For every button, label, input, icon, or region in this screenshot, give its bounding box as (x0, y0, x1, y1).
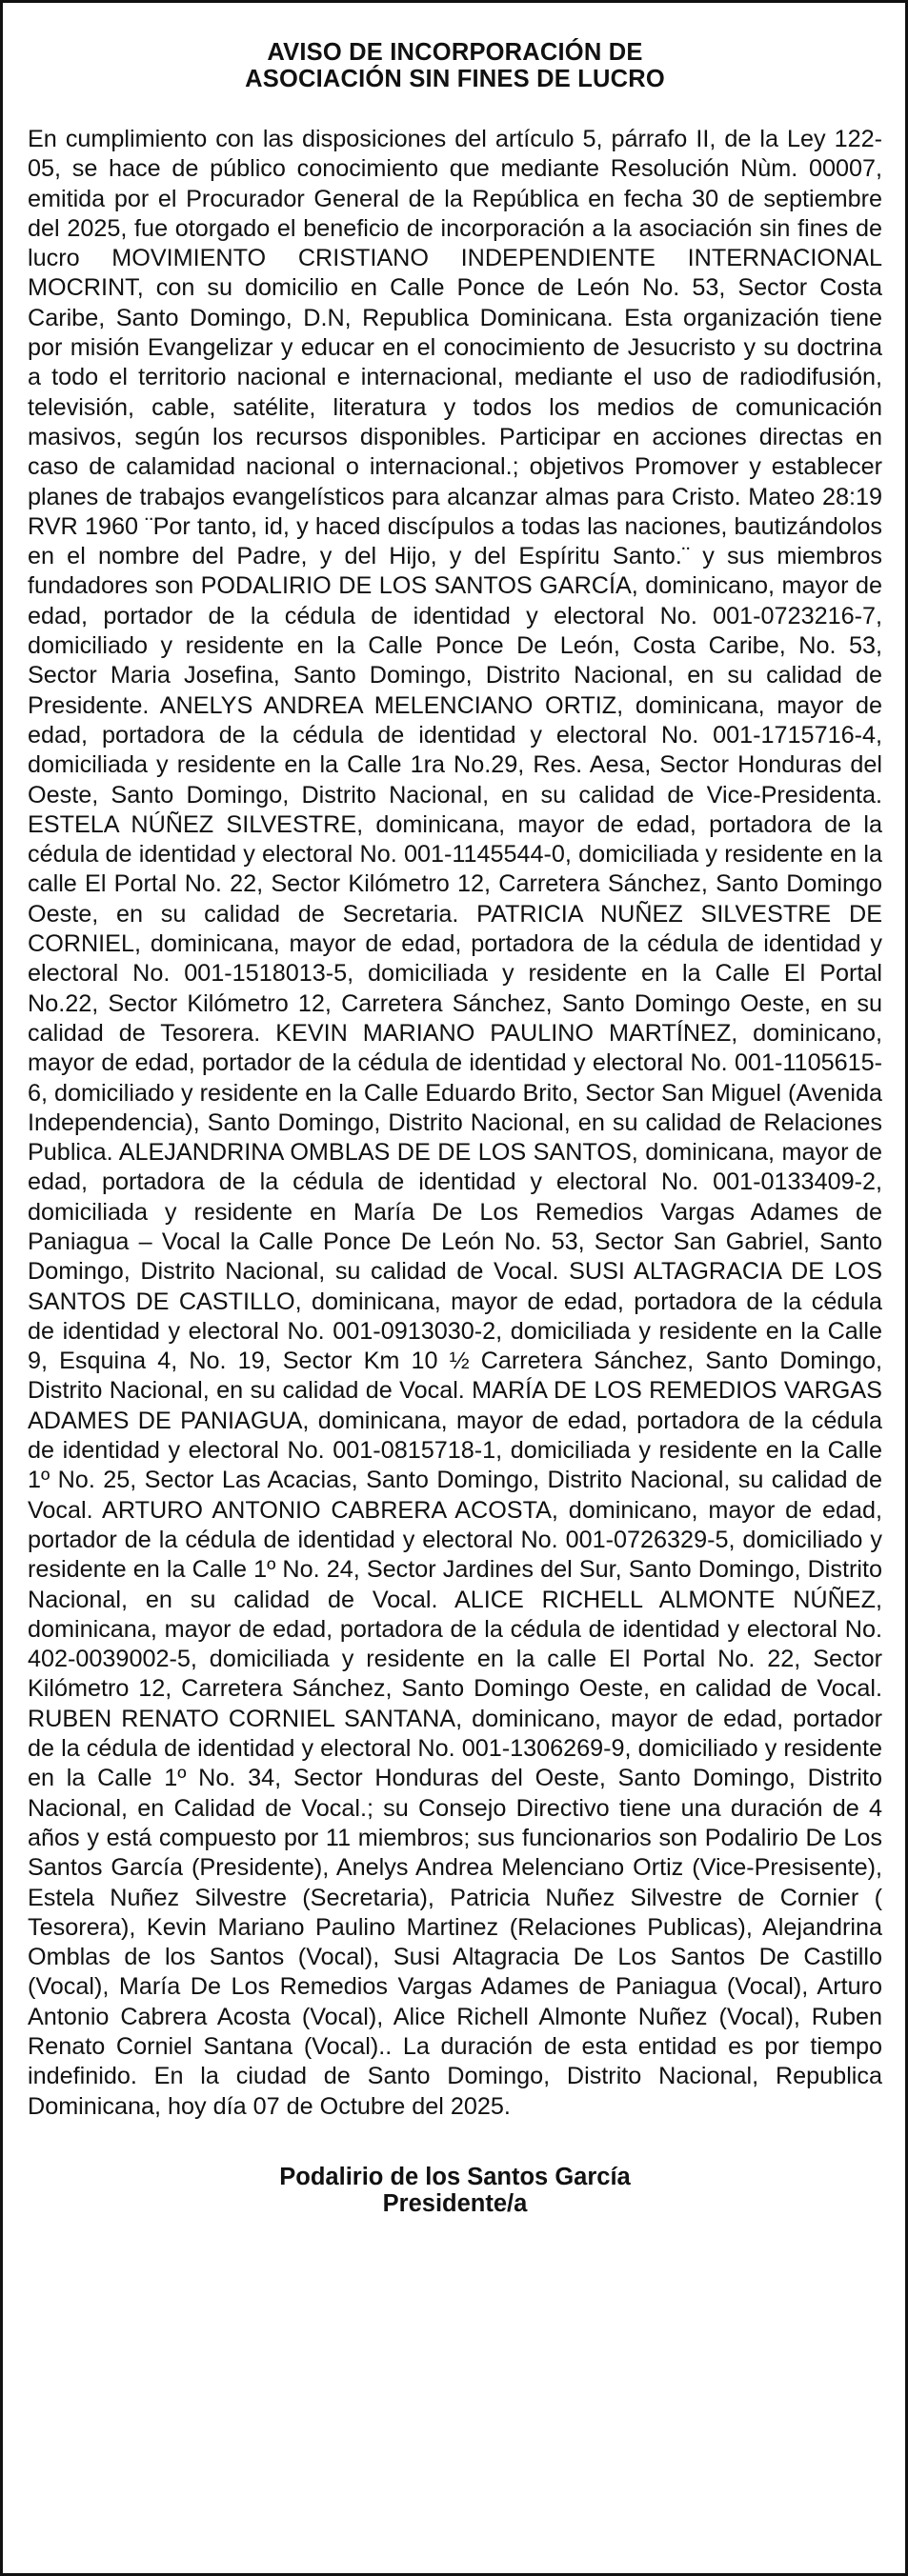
notice-title (28, 39, 882, 92)
notice-title-line-2: ASOCIACIÓN SIN FINES DE LUCRO (245, 66, 665, 92)
signature-title: Presidente/a (382, 2189, 528, 2217)
signature-name: Podalirio de los Santos García (279, 2163, 631, 2190)
notice-title-line-1: AVISO DE INCORPORACIÓN DE (267, 39, 643, 66)
signature-block (28, 2164, 882, 2217)
notice-body: En cumplimiento con las disposiciones del artículo 5, párrafo II, de la Ley 122-05, se hace de público conocimiento que mediante Resolución Nùm. 00007, emitida por el Procurador General de la República en fecha 30 de septiembre del 2025, fue otorgado el beneficio de incorporación a la asociación sin fines de lucro MOVIMIENTO CRISTIANO INDEPENDIENTE INTERNACIONAL MOCRINT, con su domicilio en Calle Ponce de León No. 53, Sector Costa Caribe, Santo Domingo, D.N, Republica Dominicana. Esta organización tiene por misión Evangelizar y educar en el conocimiento de Jesucristo y su doctrina a todo el territorio nacional e internacional, mediante el uso de radiodifusión, televisión, cable, satélite, literatura y todos los medios de comunicación masivos, según los recursos disponibles. Participar en acciones directas en caso de calamidad nacional o internacional.; objetivos Promover y establecer planes de trabajos evangelísticos para alcanzar almas para Cristo. Mateo 28:19 RVR 1960 ¨Por tanto, id, y haced discípulos a todas las naciones, bautizándolos en el nombre del Padre, y del Hijo, y del Espíritu Santo.¨ y sus miembros fundadores son PODALIRIO DE LOS SANTOS GARCÍA, dominicano, mayor de edad, portador de la cédula de identidad y electoral No. 001-0723216-7, domiciliado y residente en la Calle Ponce De León, Costa Caribe, No. 53, Sector Maria Josefina, Santo Domingo, Distrito Nacional, en su calidad de Presidente. ANELYS ANDREA MELENCIANO ORTIZ, dominicana, mayor de edad, portadora de la cédula de identidad y electoral No. 001-1715716-4, domiciliada y residente en la Calle 1ra No.29, Res. Aesa, Sector Honduras del Oeste, Santo Domingo, Distrito Nacional, en su calidad de Vice-Presidenta. ESTELA NÚÑEZ SILVESTRE, dominicana, mayor de edad, portadora de la cédula de identidad y electoral No. 001-1145544-0, domiciliada y residente en la calle El Portal No. 22, Sector Kilómetro 12, Carretera Sánchez, Santo Domingo Oeste, en su calidad de Secretaria. PATRICIA NUÑEZ SILVESTRE DE CORNIEL, dominicana, mayor de edad, portadora de la cédula de identidad y electoral No. 001-1518013-5, domiciliada y residente en la Calle El Portal No.22, Sector Kilómetro 12, Carretera Sánchez, Santo Domingo Oeste, en su calidad de Tesorera. KEVIN MARIANO PAULINO MARTÍNEZ, dominicano, mayor de edad, portador de la cédula de identidad y electoral No. 001-1105615-6, domiciliado y residente en la Calle Eduardo Brito, Sector San Miguel (Avenida Independencia), Santo Domingo, Distrito Nacional, en su calidad de Relaciones Publica. ALEJANDRINA OMBLAS DE DE LOS SANTOS, dominicana, mayor de edad, portadora de la cédula de identidad y electoral No. 001-0133409-2, domiciliada y residente en María De Los Remedios Vargas Adames de Paniagua – Vocal la Calle Ponce De León No. 53, Sector San Gabriel, Santo Domingo, Distrito Nacional, su calidad de Vocal. SUSI ALTAGRACIA DE LOS SANTOS DE CASTILLO, dominicana, mayor de edad, portadora de la cédula de identidad y electoral No. 001-0913030-2, domiciliada y residente en la Calle 9, Esquina 4, No. 19, Sector Km 10 ½ Carretera Sánchez, Santo Domingo, Distrito Nacional, en su calidad de Vocal. MARÍA DE LOS REMEDIOS VARGAS ADAMES DE PANIAGUA, dominicana, mayor de edad, portadora de la cédula de identidad y electoral No. 001-0815718-1, domiciliada y residente en la Calle 1º No. 25, Sector Las Acacias, Santo Domingo, Distrito Nacional, su calidad de Vocal. ARTURO ANTONIO CABRERA ACOSTA, dominicano, mayor de edad, portador de la cédula de identidad y electoral No. 001-0726329-5, domiciliado y residente en la Calle 1º No. 24, Sector Jardines del Sur, Santo Domingo, Distrito Nacional, en su calidad de Vocal. ALICE RICHELL ALMONTE NÚÑEZ, dominicana, mayor de edad, portadora de la cédula de identidad y electoral No. 402-0039002-5, domiciliada y residente en la calle El Portal No. 22, Sector Kilómetro 12, Carretera Sánchez, Santo Domingo Oeste, en calidad de Vocal. RUBEN RENATO CORNIEL SANTANA, dominicano, mayor de edad, portador de la cédula de identidad y electoral No. 001-1306269-9, domiciliado y residente en la Calle 1º No. 34, Sector Honduras del Oeste, Santo Domingo, Distrito Nacional, en Calidad de Vocal.; su Consejo Directivo tiene una duración de 4 años y está compuesto por 11 miembros; sus funcionarios son Podalirio De Los Santos García (Presidente), Anelys Andrea Melenciano Ortiz (Vice-Presisente), Estela Nuñez Silvestre (Secretaria), Patricia Nuñez Silvestre de Cornier ( Tesorera), Kevin Mariano Paulino Martinez (Relaciones Publicas), Alejandrina Omblas de los Santos (Vocal), Susi Altagracia De Los Santos De Castillo (Vocal), María De Los Remedios Vargas Adames de Paniagua (Vocal), Arturo Antonio Cabrera Acosta (Vocal), Alice Richell Almonte Nuñez (Vocal), Ruben Renato Corniel Santana (Vocal).. La duración de esta entidad es por tiempo indefinido. En la ciudad de Santo Domingo, Distrito Nacional, Republica Dominicana, hoy día 07 de Octubre del 2025. (28, 126, 882, 2120)
